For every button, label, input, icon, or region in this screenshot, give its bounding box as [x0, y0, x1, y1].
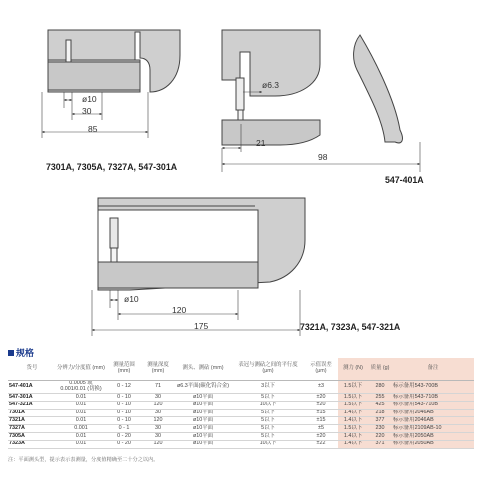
dim-a-top-left: 30 — [82, 106, 92, 116]
table-footnote: 注：平面测头型，提示表示表测量，分度值精确至二十分之以内。 — [8, 457, 159, 463]
caption-top-right: 547-401A — [385, 175, 424, 185]
table-row: 7301A 0.01 0 - 10 30 ø10平面 5以下 ±15 1.4以下 218 标示备用2046AB — [8, 409, 474, 417]
table-row: 547-401A 0.0005 或 0.001/0.01 (切换) 0 - 12 71 ø6.3平面(碳化钨合金) 3以下 ±3 1.5以下 280 标示备用543-700B — [8, 381, 474, 394]
handle-top-right — [354, 35, 403, 143]
table-row: 7321A 0.01 0 - 10 120 ø10平面 5以下 ±15 1.4以下 377 标示备用2046AB — [8, 417, 474, 425]
spec-table — [8, 358, 474, 449]
spec-section-title: 规格 — [8, 346, 34, 359]
col-header-resolution: 分辨力/分度值 (mm) — [56, 358, 106, 381]
col-header-error: 示值误差 (μm) — [304, 358, 338, 381]
table-row: 547-301A 0.01 0 - 10 30 ø10平面 5以下 ±20 1.5以下 255 标示备用543-710B — [8, 394, 474, 402]
spindle-top-right — [236, 78, 244, 110]
spindle-bottom — [110, 218, 118, 248]
dim-dia-top-right: ø6.3 — [262, 80, 280, 90]
dim-a-bottom: 120 — [172, 305, 187, 315]
drawing-bottom — [92, 198, 305, 336]
col-header-code: 货号 — [8, 358, 56, 381]
drawing-top-left — [42, 30, 180, 138]
dim-a-top-right: 21 — [256, 138, 266, 148]
caption-top-left: 7301A, 7305A, 7327A, 547-301A — [46, 162, 178, 172]
col-header-depth: 测量深度 (mm) — [142, 358, 174, 381]
col-header-force: 测力 (N) — [338, 358, 368, 381]
col-header-range: 测量范围 (mm) — [106, 358, 142, 381]
dim-b-top-left: 85 — [88, 124, 98, 134]
table-row: 7323A 0.01 0 - 20 120 ø10平面 10以下 ±22 1.4以下 371 标示备用2050AB — [8, 440, 474, 448]
drawing-top-right — [222, 30, 420, 172]
table-row: 547-321A 0.01 0 - 10 120 ø10平面 10以下 ±20 1.5以下 425 标示备用543-710B — [8, 401, 474, 409]
col-header-parallelism: 表冠与测砧之间的平行度 (μm) — [232, 358, 304, 381]
table-row: 7327A 0.001 0 - 1 30 ø10平面 5以下 ±5 1.5以下 230 标示备用2109AB-10 — [8, 425, 474, 433]
dim-b-top-right: 98 — [318, 152, 328, 162]
col-header-remarks: 备注 — [392, 358, 474, 381]
section-square-icon — [8, 350, 14, 356]
caption-bottom: 7321A, 7323A, 547-321A — [300, 322, 401, 332]
dim-b-bottom: 175 — [194, 321, 209, 331]
spec-table-header — [8, 358, 474, 381]
col-header-contact: 测头、测砧 (mm) — [174, 358, 232, 381]
col-header-mass: 质量 (g) — [368, 358, 392, 381]
dim-dia-top-left: ø10 — [82, 94, 97, 104]
dim-dia-bottom: ø10 — [124, 294, 139, 304]
table-row: 7305A 0.01 0 - 20 30 ø10平面 5以下 ±20 1.4以下 220 标示备用2050AB — [8, 432, 474, 440]
